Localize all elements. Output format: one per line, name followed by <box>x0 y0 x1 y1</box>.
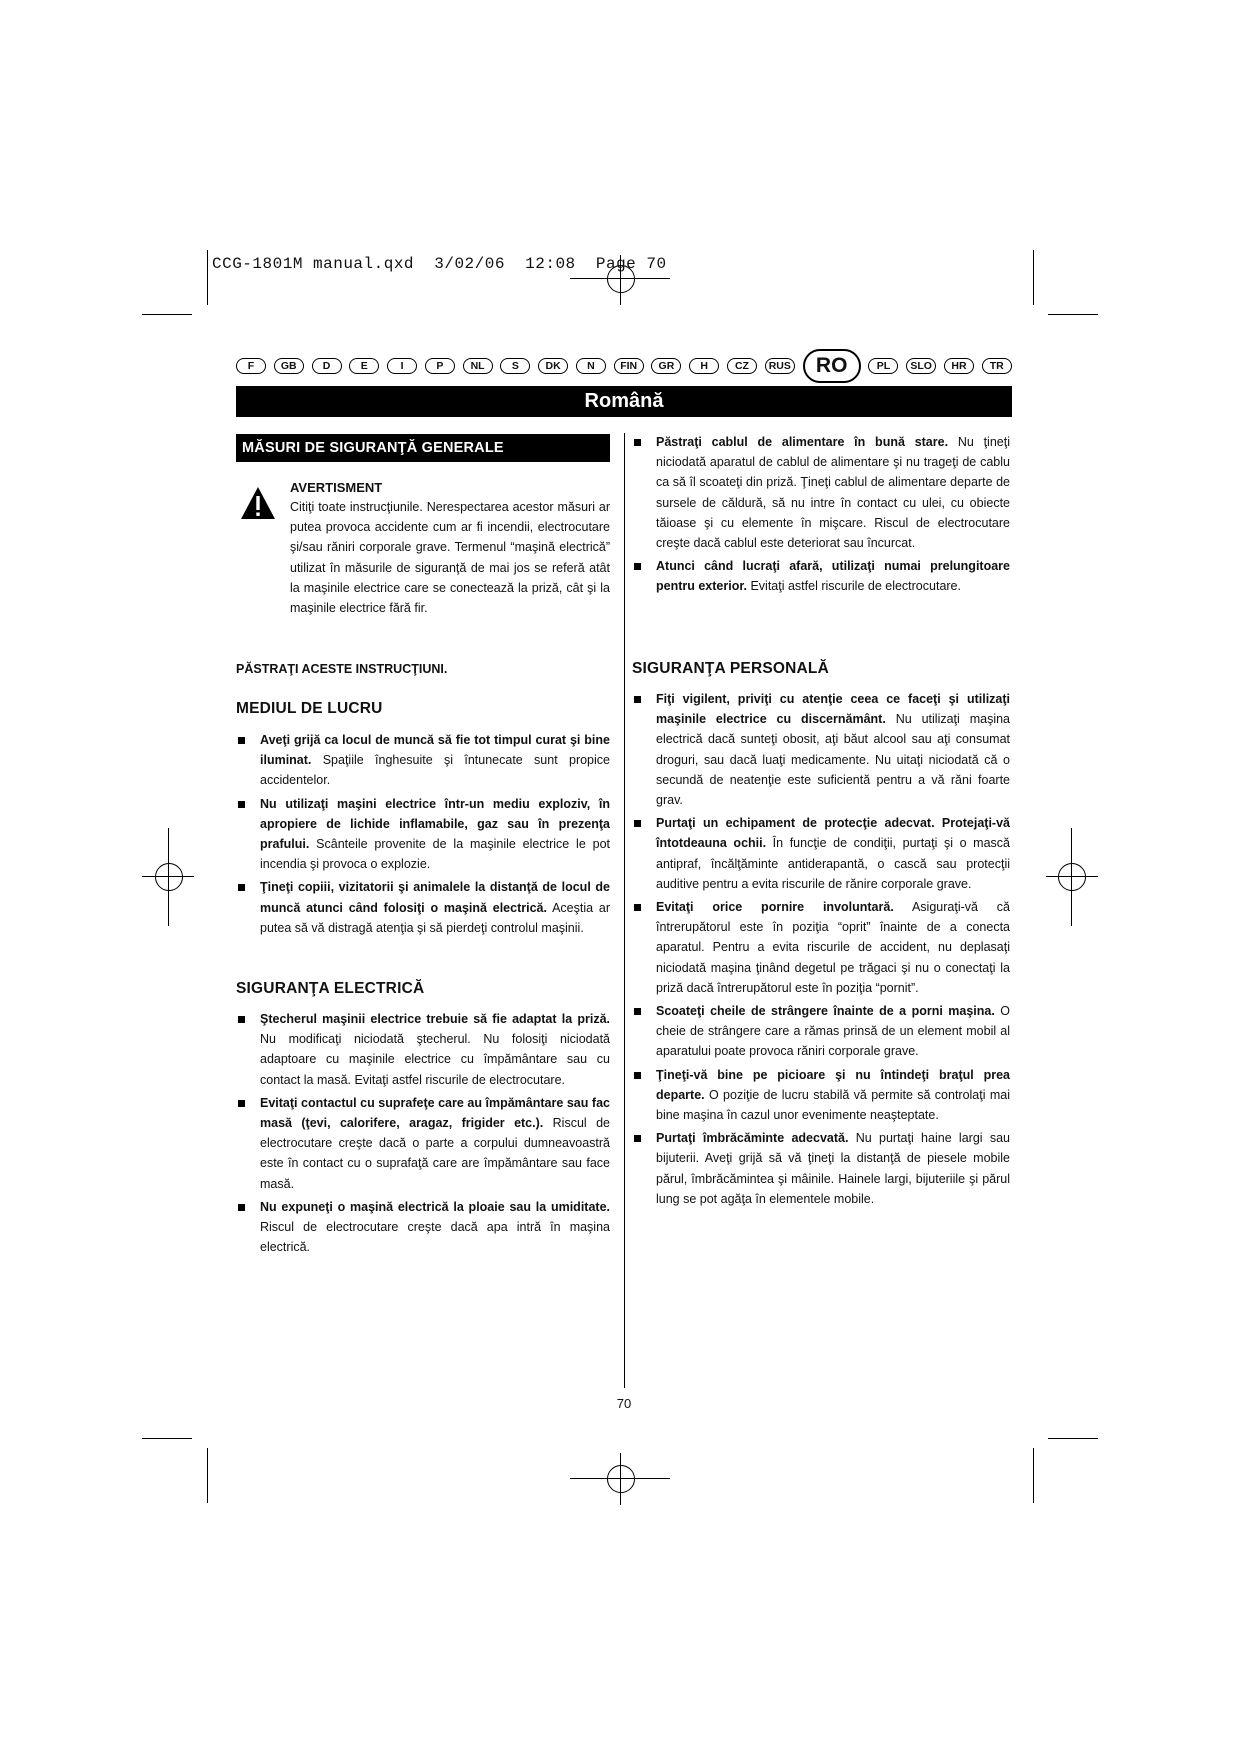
list-item <box>632 556 1010 596</box>
list-item-text: Asiguraţi-vă că întrerupătorul este în poziţia “oprit” înainte de a conecta aparatul. Pentru a evita riscurile de accident, nu deplasaţi niciodată maşina ţinând degetul pe trăgaci şi nu o conectaţi la priză dacă întrerupătorul este în poziţia “pornit”. <box>656 900 1010 995</box>
list-item-text: Evitaţi astfel riscurile de electrocutare. <box>747 579 961 594</box>
list-item-text: Nu ţineţi niciodată aparatul de cablul de alimentare şi nu trageţi de cablu ca să îl scoateţi din priză. Ţineţi cablul de alimentare departe de sursele de căldură, să nu intre în contact cu ulei, cu obiecte tăioase şi cu elemente în mişcare. Riscul de electrocutare creşte dacă cablul este deteriorat sau încurcat. <box>656 435 1010 551</box>
language-badge-f: F <box>236 358 266 374</box>
bullet-square-icon <box>238 737 245 744</box>
language-badge-nl: NL <box>463 358 493 374</box>
language-badge-slo: SLO <box>906 358 936 374</box>
warning-title: AVERTISMENT <box>290 480 383 495</box>
list-item-text: Nu utilizaţi maşina electrică dacă sunteţi obosit, aţi băut alcool sau aţi consumat droguri, sau dacă luaţi medicamente. Nu uitaţi niciodată că o secundă de neatenţie este suficientă pentru a vă răni foarte grav. <box>656 712 1010 808</box>
electrical-list <box>236 1009 610 1260</box>
list-item-text: Nu purtaţi haine largi sau bijuterii. Aveţi grijă să vă ţineţi la distanţă de piesele mobile părul, îmbrăcămintea şi mâinile. Hainele largi, bijuteriile şi părul lung se pot agăţa în elementele mobile. <box>656 1131 1011 1206</box>
bullet-square-icon <box>238 1016 245 1023</box>
language-badge-tr: TR <box>982 358 1012 374</box>
work-area-list <box>236 730 610 941</box>
list-item-text: Nu modificaţi niciodată ştecherul. Nu folosiţi niciodată adaptoare cu maşinile electrice cu împământare sau cu contact la masă. Evitaţi astfel riscurile de electrocutare. <box>260 1032 610 1087</box>
column-divider <box>624 433 625 1388</box>
page-number: 70 <box>616 1396 632 1411</box>
list-item <box>236 1009 610 1090</box>
list-item-lead: Ştecherul maşinii electrice trebuie să fie adaptat la priză. <box>260 1012 610 1026</box>
list-item-text: Riscul de electrocutare creşte dacă o parte a corpului dumneavoastră este în contact cu o suprafaţă care are împământare sau face masă. <box>260 1116 610 1191</box>
list-item-lead: Evitaţi contactul cu suprafeţe care au împământare sau fac masă (ţevi, calorifere, aragaz, frigider etc.). <box>260 1095 610 1131</box>
language-badge-h: H <box>689 358 719 374</box>
list-item <box>632 897 1010 998</box>
bullet-square-icon <box>634 1072 641 1079</box>
list-item-lead: Nu expuneţi o maşină electrică la ploaie sau la umiditate. <box>260 1199 610 1214</box>
list-item <box>632 813 1010 894</box>
bullet-square-icon <box>238 1100 245 1107</box>
section-title-electrical: SIGURANŢA ELECTRICĂ <box>236 980 425 997</box>
section-title-work-area: MEDIUL DE LUCRU <box>236 700 383 717</box>
list-item <box>632 1001 1010 1062</box>
list-item-text: Spaţiile înghesuite şi întunecate sunt propice accidentelor. <box>260 753 610 788</box>
main-heading: MĂSURI DE SIGURANŢĂ GENERALE <box>236 434 610 462</box>
language-badge-fin: FIN <box>614 358 644 374</box>
list-item <box>632 689 1010 810</box>
personal-list <box>632 689 1010 1212</box>
list-item-text: O cheie de strângere care a rămas prinsă de un element mobil al aparatului poate provoca răniri corporale grave. <box>656 1004 1010 1059</box>
list-item-lead: Purtaţi un echipament de protecţie adecvat. Protejaţi-vă întotdeauna ochii. <box>656 816 1010 851</box>
language-badge-cz: CZ <box>727 358 757 374</box>
language-badge-s: S <box>500 358 530 374</box>
warning-text: Citiţi toate instrucţiunile. Nerespectarea acestor măsuri ar putea provoca accidente cum ar fi incendii, electrocutare şi/sau răniri corporale grave. Termenul “maşină electrică” utilizat în măsurile de siguranţă de mai jos se referă atât la maşinile electrice care se conectează la priză, cât şi la maşinile electrice fără fir. <box>290 500 610 616</box>
language-badge-dk: DK <box>538 358 568 374</box>
list-item <box>632 432 1010 553</box>
bullet-square-icon <box>238 1204 245 1211</box>
bullet-square-icon <box>238 884 245 891</box>
warning-block <box>290 480 610 618</box>
list-item-lead: Ţineţi-vă bine pe picioare şi nu întindeţi braţul prea departe. <box>656 1067 1010 1102</box>
list-item-text: O poziţie de lucru stabilă vă permite să controlaţi mai bine maşina în cazul unor evenimente neaşteptate. <box>656 1087 1010 1123</box>
bullet-square-icon <box>634 820 641 827</box>
list-item-text: Aceştia ar putea să vă distragă atenţia şi să pierdeţi controlul maşinii. <box>260 900 610 935</box>
electrical-cont-list <box>632 432 1010 600</box>
list-item-text: Scânteile provenite de la maşinile electrice le pot incendia şi provoca o explozie. <box>260 837 610 872</box>
list-item-lead: Păstraţi cablul de alimentare în bună stare. <box>656 435 949 449</box>
list-item <box>236 730 610 791</box>
language-badge-n: N <box>576 358 606 374</box>
list-item-lead: Evitaţi orice pornire involuntară. <box>656 900 894 915</box>
bullet-square-icon <box>238 801 245 808</box>
bullet-square-icon <box>634 904 641 911</box>
bullet-square-icon <box>634 439 641 446</box>
language-badge-gr: GR <box>651 358 681 374</box>
language-badge-rus: RUS <box>765 358 795 374</box>
list-item-lead: Nu utilizaţi maşini electrice într-un mediu exploziv, în apropiere de lichide inflamabile, gaz sau în prezenţa prafului. <box>260 796 610 852</box>
language-badge-ro: RO <box>803 349 861 383</box>
file-slug: CCG-1801M manual.qxd 3/02/06 12:08 Page 70 <box>212 255 667 273</box>
list-item-lead: Atunci când lucraţi afară, utilizaţi numai prelungitoare pentru exterior. <box>656 559 1010 594</box>
list-item-text: Riscul de electrocutare creşte dacă apa intră în maşina electrică. <box>260 1220 610 1255</box>
warning-triangle-icon <box>240 486 276 520</box>
language-badge-e: E <box>349 358 379 374</box>
language-badge-gb: GB <box>274 358 304 374</box>
bullet-square-icon <box>634 1008 641 1015</box>
bullet-square-icon <box>634 1135 641 1142</box>
section-title-personal: SIGURANŢA PERSONALĂ <box>632 660 829 677</box>
list-item-lead: Fiţi vigilent, priviţi cu atenţie ceea ce faceţi şi utilizaţi maşinile electrice cu discernământ. <box>656 692 1010 727</box>
language-badge-p: P <box>425 358 455 374</box>
keep-instructions: PĂSTRAŢI ACESTE INSTRUCŢIUNI. <box>236 662 448 676</box>
bullet-square-icon <box>634 696 641 703</box>
list-item <box>632 1128 1010 1209</box>
language-selector <box>236 348 1012 384</box>
list-item-lead: Purtaţi îmbrăcăminte adecvată. <box>656 1131 849 1146</box>
language-badge-hr: HR <box>944 358 974 374</box>
list-item <box>236 1197 610 1258</box>
list-item-text: În funcţie de condiţii, purtaţi şi o mască antipraf, încălţăminte antiderapantă, o cască sau protecţii auditive pentru a evita riscurile de rănire corporale grave. <box>656 836 1010 891</box>
bullet-square-icon <box>634 563 641 570</box>
language-badge-i: I <box>387 358 417 374</box>
list-item-lead: Ţineţi copiii, vizitatorii şi animalele la distanţă de locul de muncă atunci când folosiţi o maşină electrică. <box>260 880 610 915</box>
list-item <box>236 1093 610 1194</box>
list-item <box>236 794 610 875</box>
list-item <box>236 877 610 938</box>
list-item-lead: Aveţi grijă ca locul de muncă să fie tot timpul curat şi bine iluminat. <box>260 733 610 768</box>
language-title: Română <box>236 386 1012 417</box>
list-item-lead: Scoateţi cheile de strângere înainte de a porni maşina. <box>656 1004 995 1019</box>
list-item <box>632 1065 1010 1126</box>
language-badge-d: D <box>312 358 342 374</box>
language-badge-pl: PL <box>868 358 898 374</box>
